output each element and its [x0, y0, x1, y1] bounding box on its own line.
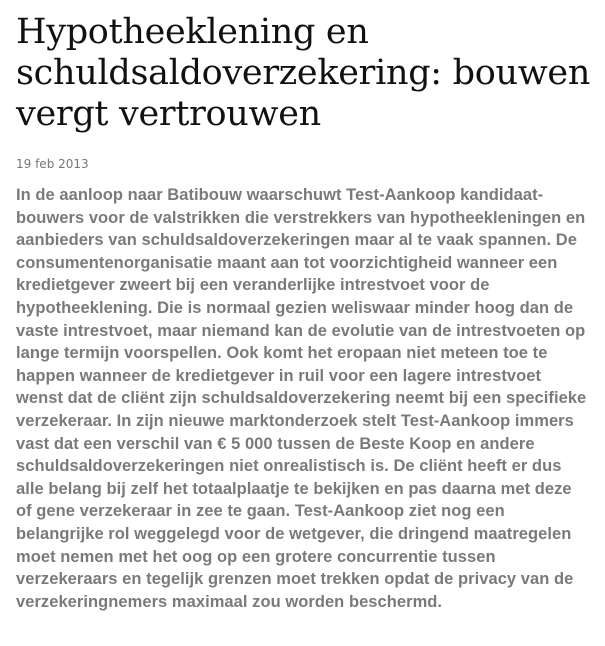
publication-date: 19 feb 2013 — [16, 157, 89, 171]
article-lead: In de aanloop naar Batibouw waarschuwt Test-Aankoop kandidaat-bouwers voor de valstrikken die verstrekkers van hypotheekleningen en aanbieders van schuldsaldoverzekeringen maar al te vaak spannen. De consumentenorganisatie maant aan tot voorzichtigheid wanneer een kredietgever zweert bij een veranderlijke intrestvoet voor de hypotheeklening. Die is normaal gezien weliswaar minder hoog dan de vaste intrestvoet, maar niemand kan de evolutie van de intrestvoeten op lange termijn voorspellen. Ook komt het eropaan niet meteen toe te happen wanneer de kredietgever in ruil voor een lagere intrestvoet wenst dat de cliënt zijn schuldsaldoverzekering neemt bij een specifieke verzekeraar. In zijn nieuwe marktonderzoek stelt Test-Aankoop immers vast dat een verschil van € 5 000 tussen de Beste Koop en andere schuldsaldoverzekeringen niet onrealistisch is. De cliënt heeft er dus alle belang bij zelf het totaalplaatje te bekijken en pas daarna met deze of gene verzekeraar in zee te gaan. Test-Aankoop ziet nog een belangrijke rol weggelegd voor de wetgever, die dringend maatregelen moet nemen met het oog op een grotere concurrentie tussen verzekeraars en tegelijk grenzen moet trekken opdat de privacy van de verzekeringnemers maximaal zou worden beschermd. — [16, 186, 587, 611]
article-title: Hypotheeklening en schuldsaldoverzekering: bouwen vergt vertrouwen — [16, 12, 591, 134]
article — [16, 12, 596, 630]
